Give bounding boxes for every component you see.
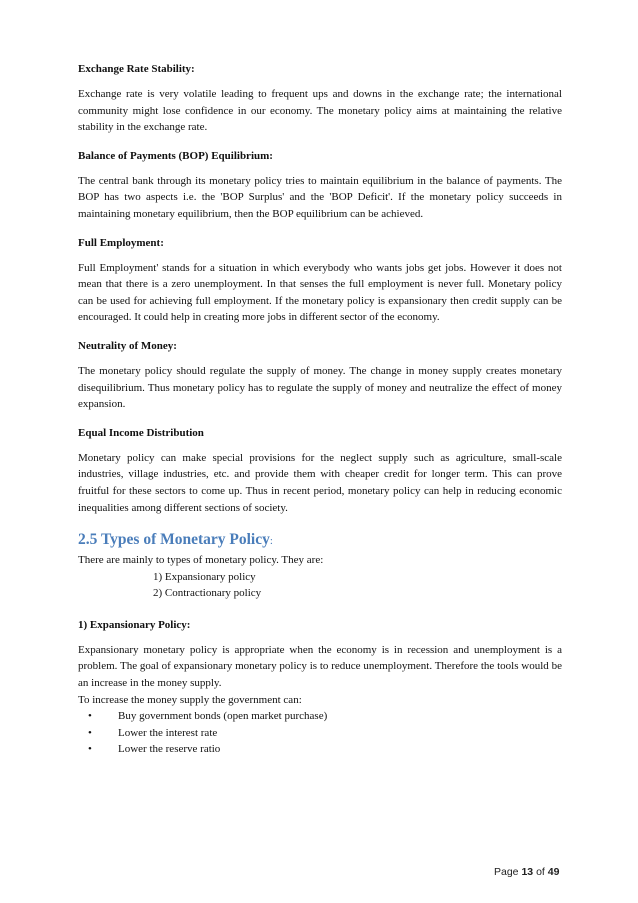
bullet-icon: • [88, 726, 92, 739]
expansionary-bullet-list [78, 708, 562, 758]
bop-heading: Balance of Payments (BOP) Equilibrium: [78, 149, 273, 162]
list-item-text: Lower the interest rate [118, 726, 218, 739]
types-item-expansionary: 1) Expansionary policy [153, 570, 256, 583]
section-title-text: 2.5 Types of Monetary Policy [78, 531, 270, 549]
footer-page-word: Page [494, 866, 519, 878]
bullet-icon: • [88, 743, 92, 756]
list-item [88, 725, 562, 742]
income-heading: Equal Income Distribution [78, 426, 204, 439]
document-page [78, 62, 562, 758]
exchange-body: Exchange rate is very volatile leading to frequent ups and downs in the exchange rate; the international community might lose confidence in our economy. The monetary policy aims at maintaining the relative stability in the exchange rate. [78, 88, 562, 134]
expansionary-body: Expansionary monetary policy is appropriate when the economy is in recession and unemployment is a problem. The goal of expansionary monetary policy is to reduce unemployment. Therefore the tools would be an increase in the money supply. [78, 643, 562, 690]
bullet-icon: • [88, 710, 92, 723]
employment-body: Full Employment' stands for a situation in which everybody who wants jobs get jobs. However it does not mean that there is a zero unemployment. In that senses the full employment is never full. Monetary policy can be used for achieving full employment. If the monetary policy is expansionary then credit supply can be encouraged. It could help in creating more jobs in different sector of the economy. [78, 261, 562, 324]
employment-heading: Full Employment: [78, 236, 164, 249]
expansionary-heading: 1) Expansionary Policy: [78, 618, 191, 631]
bop-body: The central bank through its monetary policy tries to maintain equilibrium in the balance of payments. The BOP has two aspects i.e. the 'BOP Surplus' and the 'BOP Deficit'. If the monetary policy succeeds in maintaining monetary equilibrium, then the BOP equilibrium can be achieved. [78, 174, 562, 220]
section-title [78, 529, 562, 552]
income-body: Monetary policy can make special provisions for the neglect supply such as agriculture, small-scale industries, village industries, etc. and provide them with cheaper credit for longer term. This can prove fruitful for these sectors to come up. Thus in recent period, monetary policy can help in reducing economic inequalities among different sections of society. [78, 451, 562, 514]
footer-page-number: 13 [521, 866, 534, 878]
list-item-text: Buy government bonds (open market purchase) [118, 710, 328, 723]
footer-of-word: of [536, 866, 545, 878]
section-title-colon: : [269, 535, 273, 548]
list-item-text: Lower the reserve ratio [118, 743, 221, 756]
neutrality-heading: Neutrality of Money: [78, 339, 177, 352]
footer-total-pages: 49 [547, 866, 560, 878]
exchange-heading: Exchange Rate Stability: [78, 63, 195, 75]
list-item [88, 708, 562, 725]
neutrality-body: The monetary policy should regulate the supply of money. The change in money supply creates monetary disequilibrium. Thus monetary policy has to regulate the supply of money and neutralize the effect of money expansion. [78, 364, 562, 411]
expansionary-lead: To increase the money supply the government can: [78, 693, 302, 706]
page-footer [494, 866, 559, 878]
list-item [88, 741, 562, 758]
types-item-contractionary: 2) Contractionary policy [153, 587, 262, 600]
types-intro: There are mainly to types of monetary policy. They are: [78, 554, 324, 567]
